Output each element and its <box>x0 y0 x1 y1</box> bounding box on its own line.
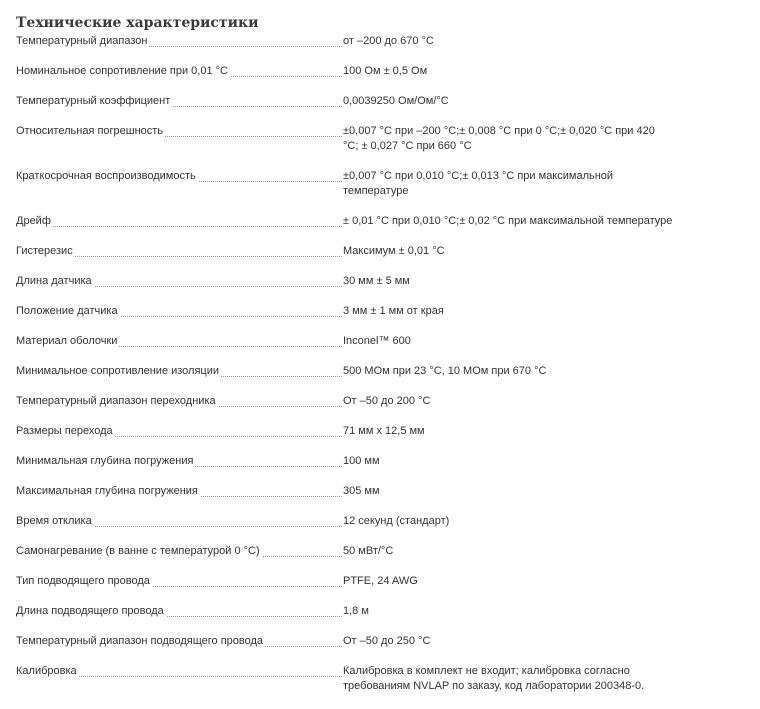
spec-row <box>16 169 716 214</box>
spec-row <box>16 64 716 94</box>
spec-label: Температурный диапазон переходника <box>16 394 342 409</box>
spec-row <box>16 454 716 484</box>
spec-label: Минимальная глубина погружения <box>16 454 342 469</box>
spec-value: от –200 до 670 °C <box>343 35 434 47</box>
spec-value: PTFE, 24 AWG <box>343 575 418 587</box>
spec-value: 0,0039250 Ом/Ом/°C <box>343 95 449 107</box>
spec-value: ±0,007 °C при 0,010 °C;± 0,013 °C при максимальной температуре <box>343 170 614 197</box>
spec-row <box>16 304 716 334</box>
spec-label: Гистерезис <box>16 244 342 259</box>
spec-label: Время отклика <box>16 514 342 529</box>
spec-value: 30 мм ± 5 мм <box>343 275 410 287</box>
section-title: Технические характеристики <box>16 15 259 31</box>
spec-row <box>16 334 716 364</box>
spec-row <box>16 484 716 514</box>
specifications-section <box>16 12 716 709</box>
spec-row <box>16 244 716 274</box>
spec-row <box>16 394 716 424</box>
spec-row <box>16 94 716 124</box>
spec-label: Краткосрочная воспроизводимость <box>16 169 342 184</box>
specs-table <box>16 34 716 709</box>
spec-label: Температурный диапазон <box>16 34 342 49</box>
spec-value: ±0,007 °C при –200 °C;± 0,008 °C при 0 °C;± 0,020 °C при 420 °C; ± 0,027 °C при 660 °C <box>343 125 655 152</box>
spec-value: От –50 до 200 °C <box>343 395 431 407</box>
spec-row <box>16 604 716 634</box>
spec-label: Самонагревание (в ванне с температурой 0 °C) <box>16 544 342 559</box>
spec-value: 50 мВт/°C <box>343 545 394 557</box>
spec-label: Максимальная глубина погружения <box>16 484 342 499</box>
spec-row <box>16 274 716 304</box>
spec-row <box>16 574 716 604</box>
spec-row <box>16 514 716 544</box>
spec-label: Относительная погрешность <box>16 124 342 139</box>
spec-row <box>16 664 716 709</box>
spec-label: Минимальное сопротивление изоляции <box>16 364 342 379</box>
spec-row <box>16 214 716 244</box>
spec-label: Температурный диапазон подводящего провода <box>16 634 342 649</box>
spec-label: Длина подводящего провода <box>16 604 342 619</box>
spec-label: Положение датчика <box>16 304 342 319</box>
spec-label: Калибровка <box>16 664 342 679</box>
spec-value: 500 МОм при 23 °C, 10 МОм при 670 °C <box>343 365 547 377</box>
spec-value: 100 мм <box>343 455 380 467</box>
spec-value: 1,8 м <box>343 605 369 617</box>
spec-row <box>16 124 716 169</box>
spec-value: От –50 до 250 °C <box>343 635 431 647</box>
spec-row <box>16 544 716 574</box>
spec-value: 12 секунд (стандарт) <box>343 515 450 527</box>
spec-label: Номинальное сопротивление при 0,01 °C <box>16 64 342 79</box>
spec-label: Температурный коэффициент <box>16 94 342 109</box>
spec-label: Размеры перехода <box>16 424 342 439</box>
spec-label: Дрейф <box>16 214 342 229</box>
spec-value: Максимум ± 0,01 °C <box>343 245 445 257</box>
spec-label: Длина датчика <box>16 274 342 289</box>
spec-row <box>16 634 716 664</box>
spec-row <box>16 34 716 64</box>
spec-label: Материал оболочки <box>16 334 342 349</box>
spec-row <box>16 424 716 454</box>
spec-row <box>16 364 716 394</box>
spec-value: 305 мм <box>343 485 380 497</box>
spec-value: Калибровка в комплект не входит; калибровка согласно требованиям NVLAP по заказу, код лаборатории 200348-0. <box>343 665 645 692</box>
spec-value: Inconel™ 600 <box>343 335 411 347</box>
spec-value: ± 0,01 °C при 0,010 °C;± 0,02 °C при максимальной температуре <box>343 215 673 227</box>
spec-value: 100 Ом ± 0,5 Ом <box>343 65 428 77</box>
spec-label: Тип подводящего провода <box>16 574 342 589</box>
spec-value: 71 мм x 12,5 мм <box>343 425 425 437</box>
spec-value: 3 мм ± 1 мм от края <box>343 305 444 317</box>
